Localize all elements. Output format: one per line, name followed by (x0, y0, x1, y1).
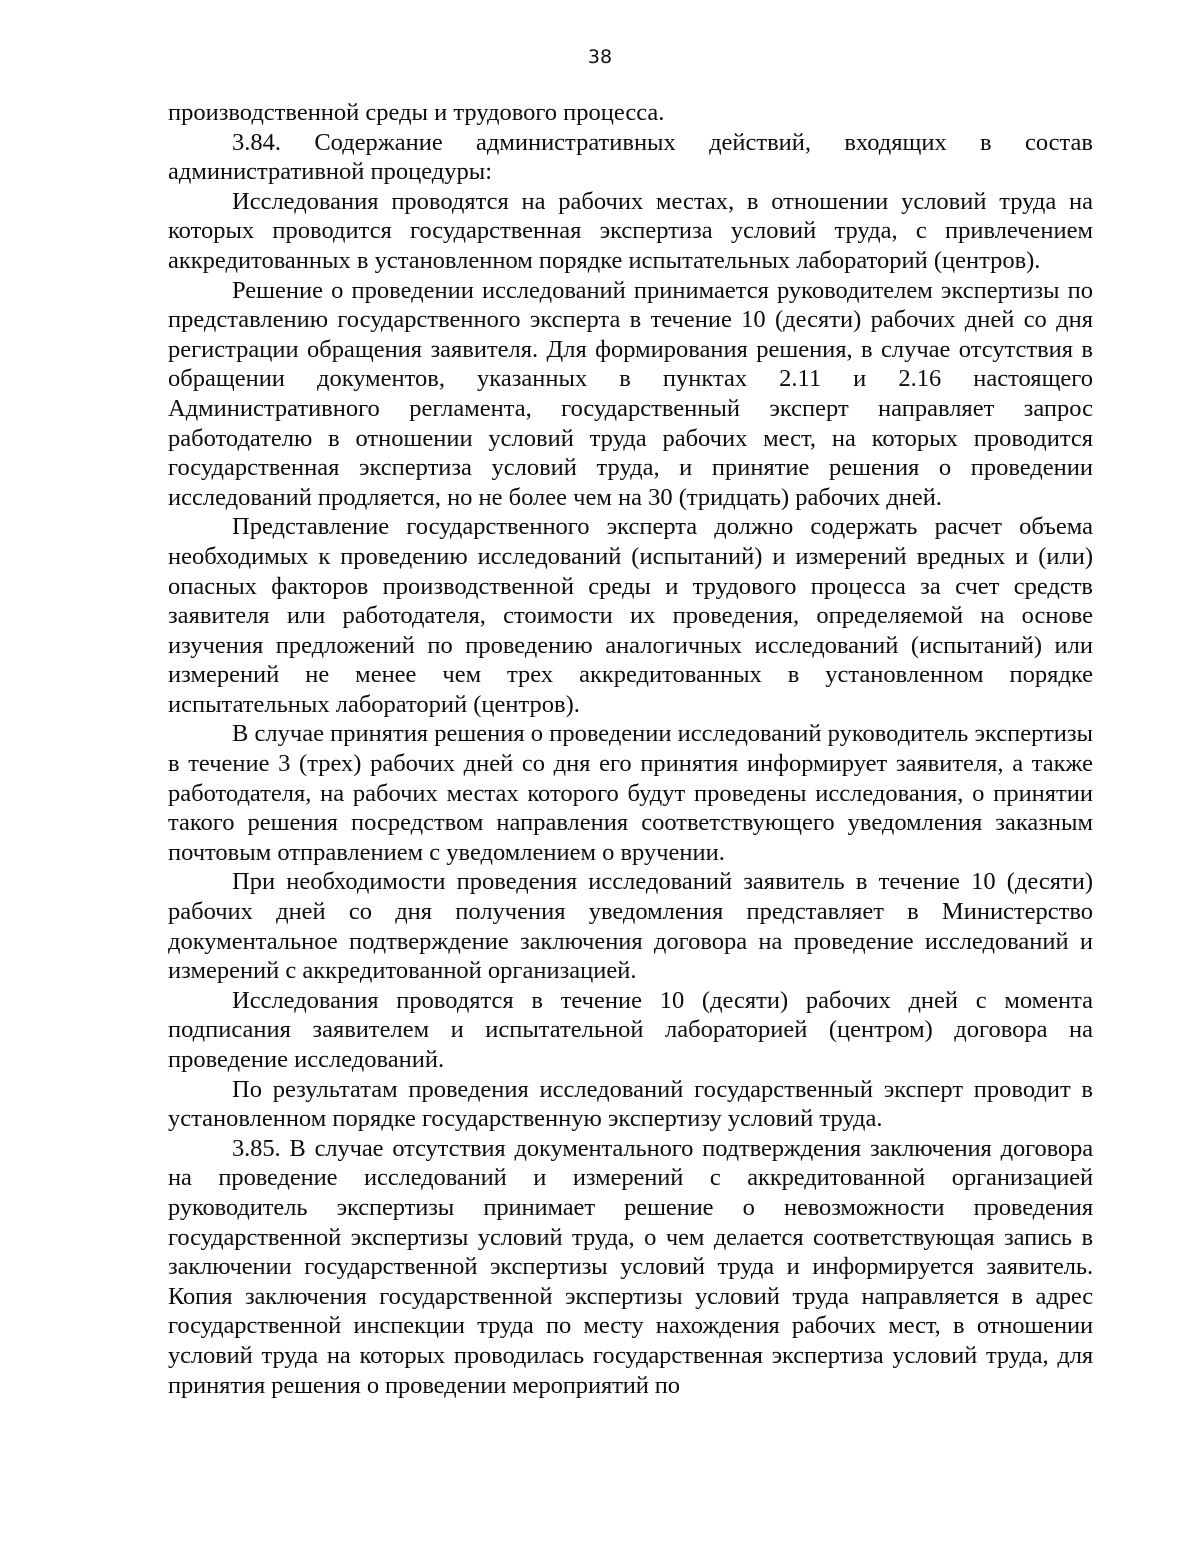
paragraph-continuation: производственной среды и трудового процесса. (168, 99, 665, 126)
paragraph-research-period: Исследования проводятся в течение 10 (десяти) рабочих дней с момента подписания заявителем и испытательной лабораторией (центром) договора на проведение исследований. (168, 986, 1093, 1073)
paragraph-contract-confirmation: При необходимости проведения исследований заявитель в течение 10 (десяти) рабочих дней со дня получения уведомления представляет в Министерство документальное подтверждение заключения договора на проведение исследований и измерений с аккредитованной организацией. (168, 868, 1093, 985)
paragraph-3-84-heading: 3.84. Содержание административных действий, входящих в состав административной процедуры: (168, 128, 1093, 186)
paragraph-notification: В случае принятия решения о проведении исследований руководитель экспертизы в течение 3 (трех) рабочих дней со дня его принятия информирует заявителя, а также работодателя, на рабочих местах которого будут проведены исследования, о принятии такого решения посредством направления соответствующего уведомления заказным почтовым отправлением с уведомлением о вручении. (168, 720, 1093, 866)
paragraph-research-location: Исследования проводятся на рабочих местах, в отношении условий труда на которых проводится государственная экспертиза условий труда, с привлечением аккредитованных в установленном порядке испытательных лабораторий (центров). (168, 187, 1093, 274)
page-number: 38 (587, 46, 613, 68)
paragraph-expertise-results: По результатам проведения исследований государственный эксперт проводит в установленном порядке государственную экспертизу условий труда. (168, 1075, 1093, 1133)
paragraph-expert-submission: Представление государственного эксперта должно содержать расчет объема необходимых к проведению исследований (испытаний) и измерений вредных и (или) опасных факторов производственной среды и трудового процесса за счет средств заявителя или работодателя, стоимости их проведения, определяемой на основе изучения предложений по проведению аналогичных исследований (испытаний) или измерений не менее чем трех аккредитованных в установленном порядке испытательных лабораторий (центров). (168, 513, 1093, 718)
document-body (168, 98, 1093, 1400)
paragraph-3-85: 3.85. В случае отсутствия документального подтверждения заключения договора на проведение исследований и измерений с аккредитованной организацией руководитель экспертизы принимает решение о невозможности проведения государственной экспертизы условий труда, о чем делается соответствующая запись в заключении государственной экспертизы условий труда и информируется заявитель. Копия заключения государственной экспертизы условий труда направляется в адрес государственной инспекции труда по месту нахождения рабочих мест, в отношении условий труда на которых проводилась государственная экспертиза условий труда, для принятия решения о проведении мероприятий по (168, 1134, 1093, 1399)
paragraph-research-decision: Решение о проведении исследований принимается руководителем экспертизы по представлению государственного эксперта в течение 10 (десяти) рабочих дней со дня регистрации обращения заявителя. Для формирования решения, в случае отсутствия в обращении документов, указанных в пунктах 2.11 и 2.16 настоящего Административного регламента, государственный эксперт направляет запрос работодателю в отношении условий труда рабочих мест, на которых проводится государственная экспертиза условий труда, и принятие решения о проведении исследований продляется, но не более чем на 30 (тридцать) рабочих дней. (168, 276, 1093, 511)
